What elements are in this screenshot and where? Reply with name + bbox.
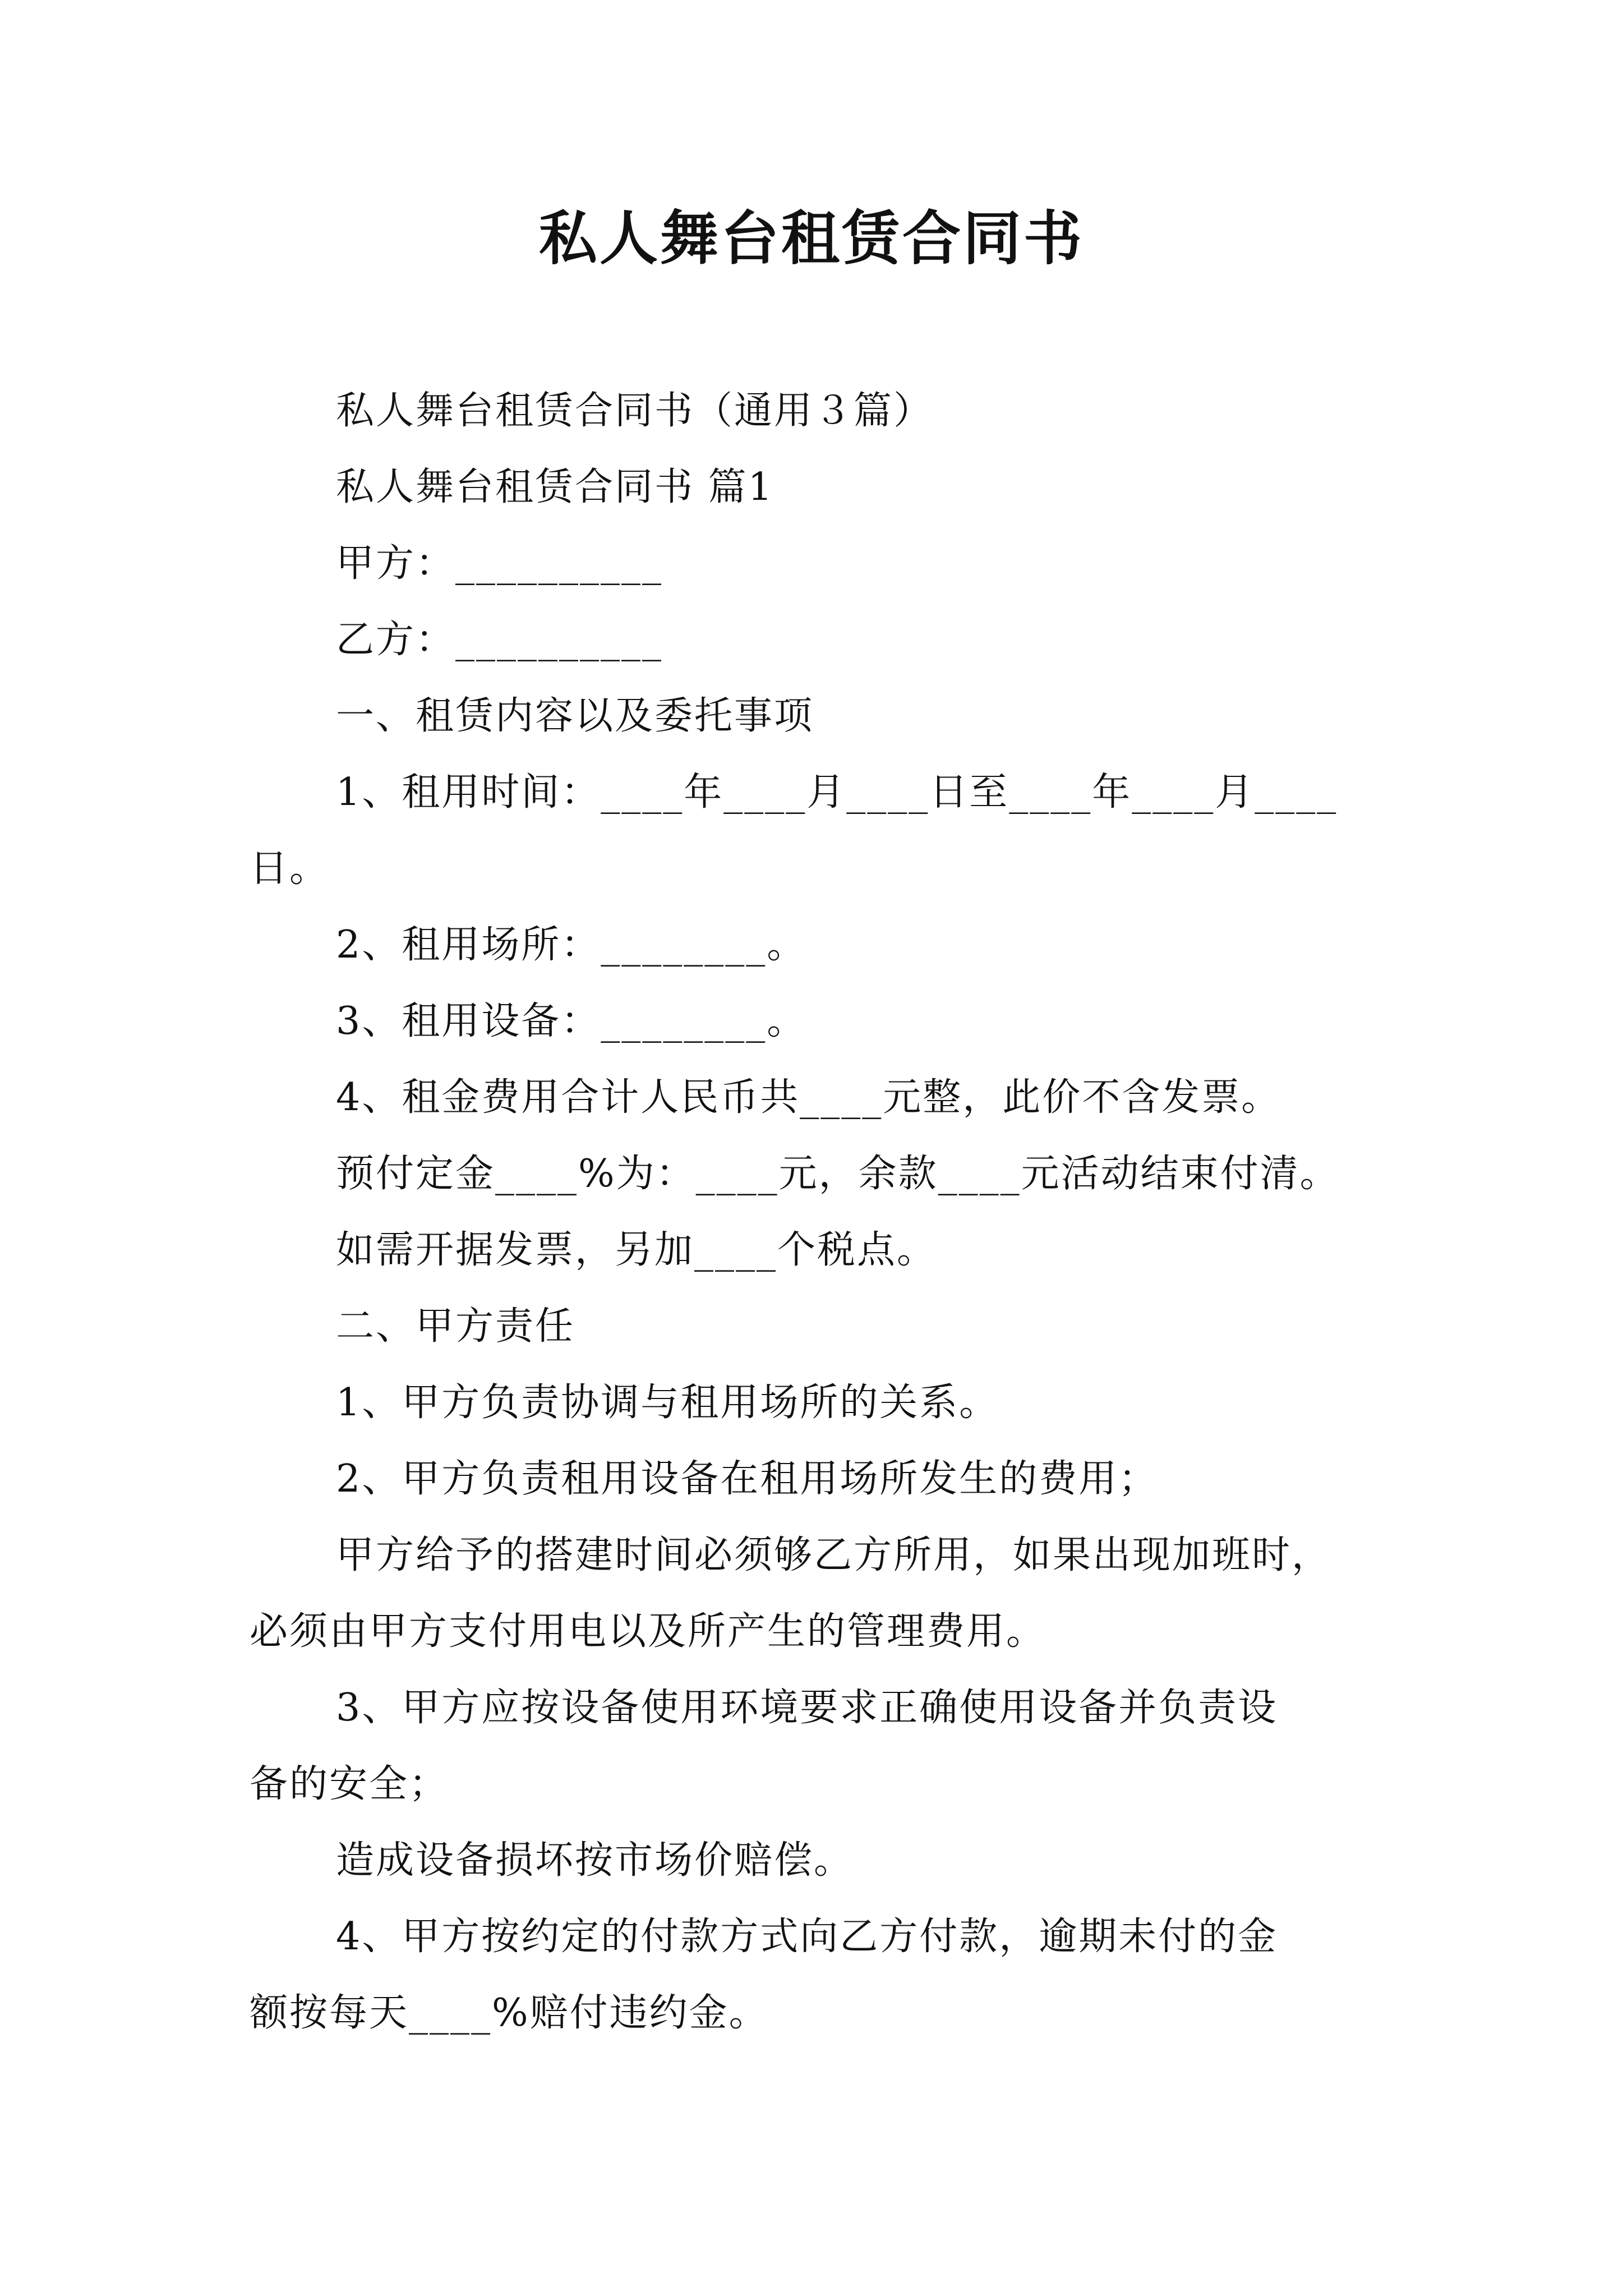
text-line: 3、甲方应按设备使用环境要求正确使用设备并负责设 (336, 1686, 1278, 1730)
text-line: 预付定金____%为：____元，余款____元活动结束付清。 (336, 1152, 1340, 1196)
text-line: 私人舞台租赁合同书（通用３篇） (336, 389, 934, 433)
text-line: 私人舞台租赁合同书 篇1 (336, 465, 774, 509)
text-line: 4、甲方按约定的付款方式向乙方付款，逾期未付的金 (336, 1915, 1278, 1959)
text-line: 3、租用设备：________。 (336, 999, 807, 1043)
text-line: 一、租赁内容以及委托事项 (336, 694, 814, 738)
text-line: 造成设备损坏按市场价赔偿。 (336, 1838, 854, 1883)
text-line: 日。 (250, 846, 330, 891)
text-line: 备的安全； (250, 1762, 449, 1806)
text-line: 4、租金费用合计人民币共____元整，此价不含发票。 (336, 1075, 1281, 1120)
text-line: 甲方：__________ (336, 541, 663, 586)
text-line: 2、租用场所：________。 (336, 923, 807, 967)
text-line: 必须由甲方支付用电以及所产生的管理费用。 (250, 1609, 1046, 1654)
document-body (250, 373, 1394, 2051)
document-title: 私人舞台租赁合同书 (538, 204, 1084, 273)
text-line: 甲方给予的搭建时间必须够乙方所用，如果出现加班时， (336, 1533, 1332, 1577)
text-line: 二、甲方责任 (336, 1304, 575, 1349)
text-line: 1、甲方负责协调与租用场所的关系。 (336, 1381, 999, 1425)
text-line: 1、租用时间：____年____月____日至____年____月____ (336, 770, 1338, 815)
text-line: 乙方：__________ (336, 618, 663, 662)
text-line: 如需开据发票，另加____个税点。 (336, 1228, 937, 1272)
text-line: 2、甲方负责租用设备在租用场所发生的费用； (336, 1457, 1159, 1501)
text-line: 额按每天____%赔付违约金。 (250, 1991, 769, 2035)
